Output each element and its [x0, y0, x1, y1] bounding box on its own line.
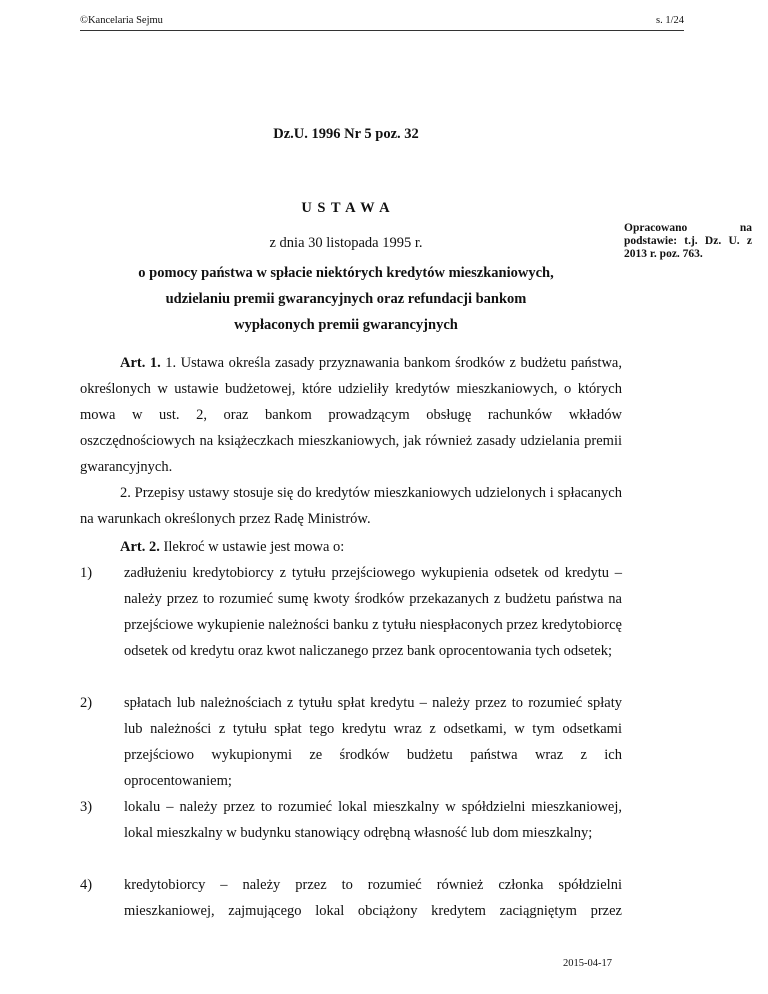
item-number: 2) — [80, 695, 93, 711]
item-number: 3) — [80, 799, 93, 815]
journal-reference: Dz.U. 1996 Nr 5 poz. 32 — [273, 126, 419, 142]
title-line: wypłaconych premii gwarancyjnych — [234, 317, 458, 333]
definition-item — [80, 794, 622, 846]
article-1-text-2: 2. Przepisy ustawy stosuje się do kredytów mieszkaniowych udzielonych i spłacanych na warunkach określonych przez Radę Ministrów. — [80, 485, 622, 527]
item-text: zadłużeniu kredytobiorcy z tytułu przejściowego wykupienia odsetek od kredytu – należy przez to rozumieć sumę kwoty środków przekazanych z budżetu państwa na przejściowe wykupienie należności banku z tytułu niespłaconych przez kredytobiorcę odsetek od kredytu oraz kwot naliczanego przez bank oprocentowania tych odsetek; — [124, 565, 622, 659]
definition-item — [80, 690, 622, 794]
item-text: lokalu – należy przez to rozumieć lokal mieszkalny w spółdzielni mieszkaniowej, lokal mieszkalny w budynku stanowiący odrębną własność lub dom mieszkalny; — [124, 799, 622, 841]
source-sidenote: Opracowano na podstawie: t.j. Dz. U. z 2013 r. poz. 763. — [624, 222, 752, 260]
article-1-paragraph-2 — [80, 480, 622, 532]
header-publisher: ©Kancelaria Sejmu — [80, 15, 163, 26]
act-date: z dnia 30 listopada 1995 r. — [269, 235, 423, 251]
article-2-intro-text: Ilekroć w ustawie jest mowa o: — [163, 539, 345, 555]
item-text: spłatach lub należnościach z tytułu spłat kredytu – należy przez to rozumieć spłaty lub należności z tytułu spłat tego kredytu wraz z odsetkami, w tym odsetkami przejściowo wykupionymi ze środków budżetu państwa wraz z ich oprocentowaniem; — [124, 695, 622, 789]
header-rule — [80, 30, 684, 31]
article-1-text: 1. Ustawa określa zasady przyznawania bankom środków z budżetu państwa, określonych w ustawie budżetowej, które udzieliły kredytów mieszkaniowych, o których mowa w ust. 2, oraz bankom prowadzącym obsługę rachunków wkładów oszczędnościowych na książeczkach mieszkaniowych, jak również zasady udzielania premii gwarancyjnych. — [80, 355, 622, 475]
header-page-number: s. 1/24 — [655, 15, 684, 26]
act-type: U S T A W A — [301, 200, 391, 216]
title-line: udzielaniu premii gwarancyjnych oraz refundacji bankom — [165, 291, 527, 307]
article-1-paragraph-1 — [80, 350, 622, 480]
article-1-label: Art. 1. — [120, 355, 161, 371]
definition-item — [80, 872, 622, 924]
item-number: 4) — [80, 877, 93, 893]
title-line: o pomocy państwa w spłacie niektórych kredytów mieszkaniowych, — [138, 265, 554, 281]
item-number: 1) — [80, 565, 93, 581]
item-text: kredytobiorcy – należy przez to rozumieć również członka spółdzielni mieszkaniowej, zajmującego lokal obciążony kredytem zaciągniętym przez — [124, 877, 622, 919]
article-2-label: Art. 2. — [120, 539, 160, 555]
footer-date: 2015-04-17 — [563, 958, 612, 969]
definition-item — [80, 560, 622, 664]
article-2-intro — [80, 534, 622, 560]
